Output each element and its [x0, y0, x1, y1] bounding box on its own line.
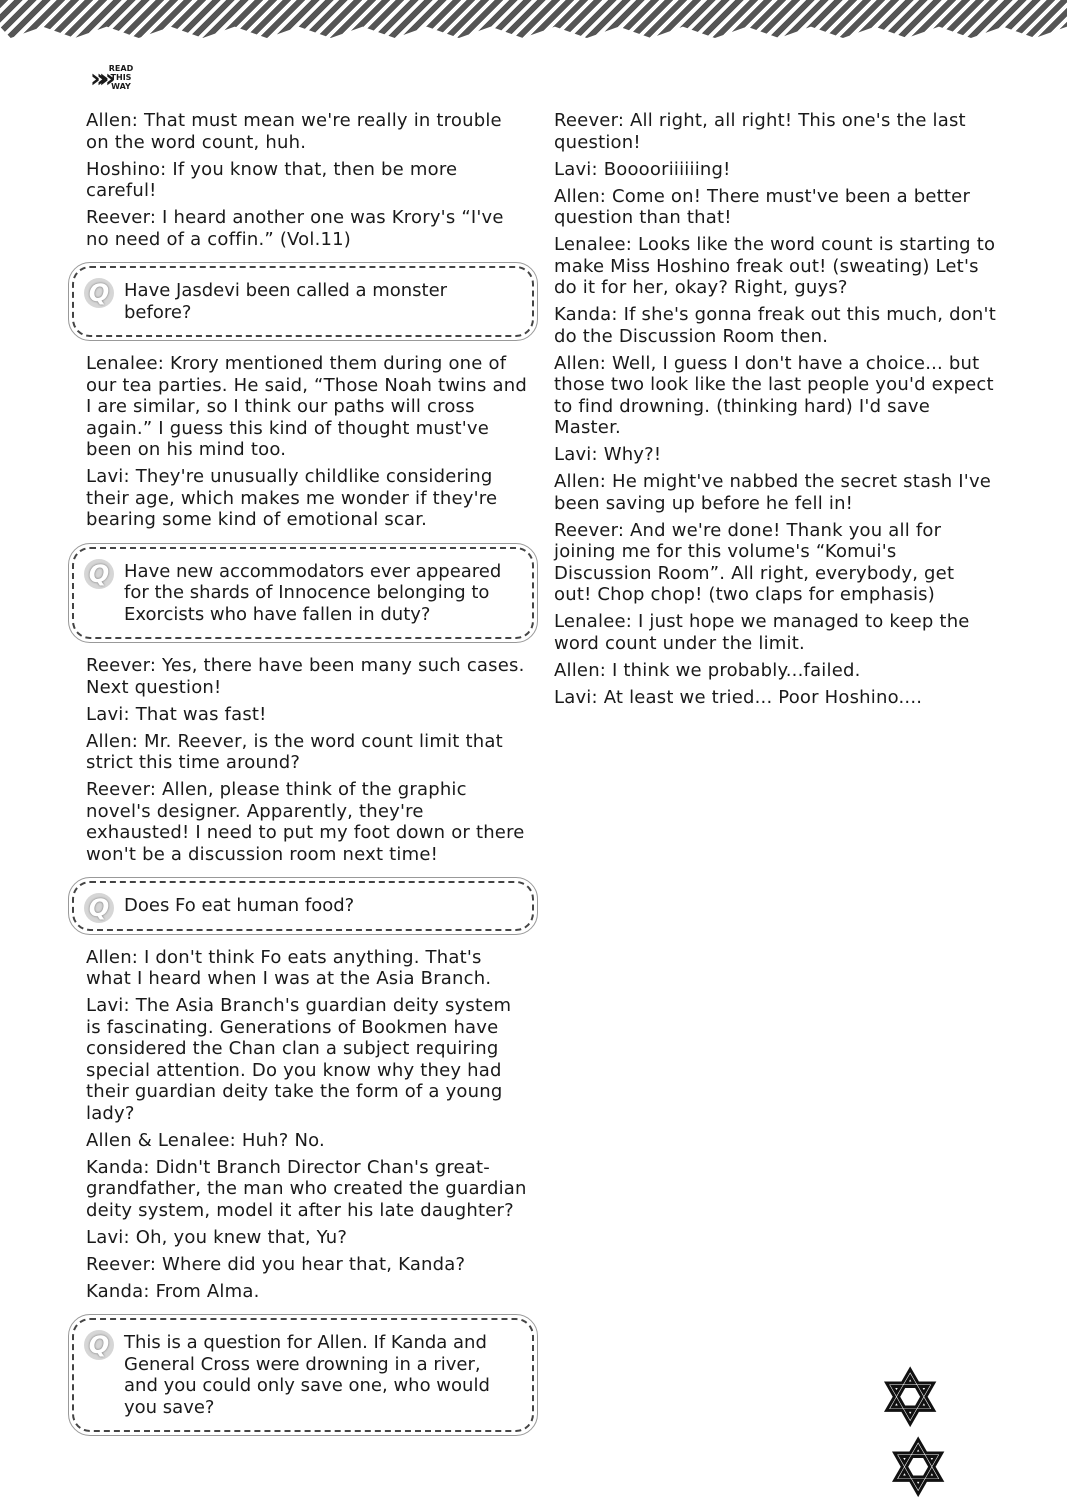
- dialogue-line: Lavi: Oh, you knew that, Yu?: [86, 1226, 348, 1248]
- star-icon: ✡: [880, 1356, 941, 1440]
- dialogue-line: Allen: I think we probably...failed.: [554, 659, 861, 681]
- dialogue-line: Kanda: If she's gonna freak out this much, don't do the Discussion Room then.: [554, 304, 996, 347]
- dialogue-line: Hoshino: If you know that, then be more careful!: [86, 158, 458, 201]
- question-box: [72, 881, 534, 931]
- question-text: Have new accommodators ever appeared for the shards of Innocence belonging to Exorcists who have fallen in duty?: [124, 560, 502, 625]
- question-text: Does Fo eat human food?: [124, 895, 355, 916]
- question-mark-icon: Q: [84, 559, 114, 589]
- star-icon: ✡: [888, 1426, 949, 1510]
- read-this-way-label: READ THIS WAY: [108, 64, 134, 91]
- dialogue-line: Kanda: From Alma.: [86, 1280, 260, 1302]
- dialogue-line: Lenalee: Looks like the word count is starting to make Miss Hoshino freak out! (sweating) Let's do it for her, okay? Right, guys?: [554, 234, 996, 298]
- dialogue-line: Reever: Where did you hear that, Kanda?: [86, 1253, 466, 1275]
- question-box: [72, 547, 534, 640]
- left-column: [86, 110, 528, 1448]
- question-box: [72, 266, 534, 337]
- dialogue-line: Reever: I heard another one was Krory's “I've no need of a coffin.” (Vol.11): [86, 207, 504, 250]
- dialogue-line: Lavi: Why?!: [554, 444, 662, 465]
- question-box: [72, 1318, 534, 1432]
- question-mark-icon: Q: [84, 278, 114, 308]
- dialogue-line: Allen: Well, I guess I don't have a choice... but those two look like the last people you'd expect to find drowning. (thinking hard) I'd save Master.: [554, 352, 994, 438]
- dialogue-line: Allen: Come on! There must've been a better question than that!: [554, 185, 971, 228]
- dialogue-line: Reever: All right, all right! This one's the last question!: [554, 110, 966, 153]
- double-arrow-icon: »»: [90, 64, 108, 94]
- question-text: Have Jasdevi been called a monster before?: [124, 280, 448, 323]
- dialogue-line: Lenalee: Krory mentioned them during one of our tea parties. He said, “Those Noah twins and I are similar, so I think our paths will cross again.” I guess this kind of thought must've been on his mind too.: [86, 353, 527, 460]
- dialogue-line: Lavi: Booooriiiiiing!: [554, 158, 731, 180]
- dialogue-line: Lavi: They're unusually childlike considering their age, which makes me wonder if they're bearing some kind of emotional scar.: [86, 466, 498, 530]
- dialogue-line: Allen: I don't think Fo eats anything. That's what I heard when I was at the Asia Branch.: [86, 946, 492, 989]
- dialogue-line: Lavi: The Asia Branch's guardian deity system is fascinating. Generations of Bookmen have considered the Chan clan a subject requiring special attention. Do you know why they had their guardian deity take the form of a young lady?: [86, 995, 512, 1124]
- dialogue-line: Reever: Allen, please think of the graphic novel's designer. Apparently, they're exhausted! I need to put my foot down or there won't be a discussion room next time!: [86, 779, 525, 865]
- dialogue-line: Reever: And we're done! Thank you all for joining me for this volume's “Komui's Discussion Room”. All right, everybody, get out! Chop chop! (two claps for emphasis): [554, 519, 955, 605]
- read-this-way-marker: [90, 62, 160, 96]
- question-mark-icon: Q: [84, 1330, 114, 1360]
- dialogue-line: Kanda: Didn't Branch Director Chan's great-grandfather, the man who created the guardian deity system, model it after his late daughter?: [86, 1156, 527, 1221]
- question-mark-icon: Q: [84, 893, 114, 923]
- dialogue-line: Allen & Lenalee: Huh? No.: [86, 1129, 325, 1151]
- dialogue-line: Lenalee: I just hope we managed to keep the word count under the limit.: [554, 611, 970, 654]
- dialogue-line: Lavi: That was fast!: [86, 703, 267, 725]
- dialogue-line: Allen: That must mean we're really in trouble on the word count, huh.: [86, 110, 502, 153]
- patterned-top-border: [0, 0, 1067, 38]
- dialogue-line: Reever: Yes, there have been many such cases. Next question!: [86, 655, 525, 698]
- question-text: This is a question for Allen. If Kanda and General Cross were drowning in a river, and you could only save one, who would you save?: [124, 1332, 490, 1418]
- dialogue-line: Lavi: At least we tried... Poor Hoshino....: [554, 686, 923, 708]
- dialogue-line: Allen: Mr. Reever, is the word count limit that strict this time around?: [86, 730, 503, 773]
- right-column: [554, 110, 996, 714]
- dialogue-line: Allen: He might've nabbed the secret stash I've been saving up before he fell in!: [554, 471, 992, 514]
